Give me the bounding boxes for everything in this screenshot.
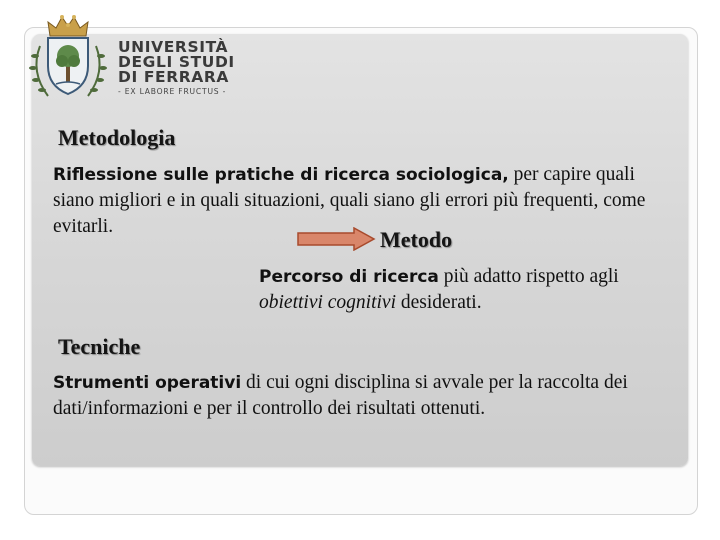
metodo-italic-text: obiettivi cognitivi: [259, 292, 397, 313]
metodo-bold-text: Percorso di ricerca: [259, 267, 439, 287]
metodo-text-2: desiderati.: [396, 292, 482, 313]
metodologia-bold-text: Riflessione sulle pratiche di ricerca sociologica,: [53, 165, 509, 185]
metodo-heading: Metodo: [380, 227, 453, 252]
logo-line-2: DEGLI STUDI: [118, 53, 235, 71]
university-crest-icon: [18, 10, 118, 110]
metodo-text: [259, 264, 649, 316]
tecniche-text: [53, 370, 699, 422]
metodo-text-1: più adatto rispetto agli: [438, 266, 619, 287]
metodologia-rest-text: per capire quali siano migliori e in quali situazioni, quali siano gli errori più frequenti, come evitarli.: [53, 164, 646, 237]
right-arrow-icon: [296, 227, 376, 251]
university-logo: [18, 10, 240, 110]
tecniche-rest-text: di cui ogni disciplina si avvale per la raccolta dei dati/informazioni e per il controllo dei risultati ottenuti.: [53, 372, 628, 419]
logo-wordmark: [118, 40, 240, 99]
metodologia-heading: Metodologia: [58, 125, 176, 150]
tecniche-heading: Tecniche: [58, 334, 141, 359]
logo-line-1: UNIVERSITÀ: [118, 38, 229, 56]
tecniche-bold-text: Strumenti operativi: [53, 373, 242, 393]
logo-line-3: DI FERRARA: [118, 68, 230, 86]
logo-motto: - EX LABORE FRUCTUS -: [118, 87, 227, 96]
